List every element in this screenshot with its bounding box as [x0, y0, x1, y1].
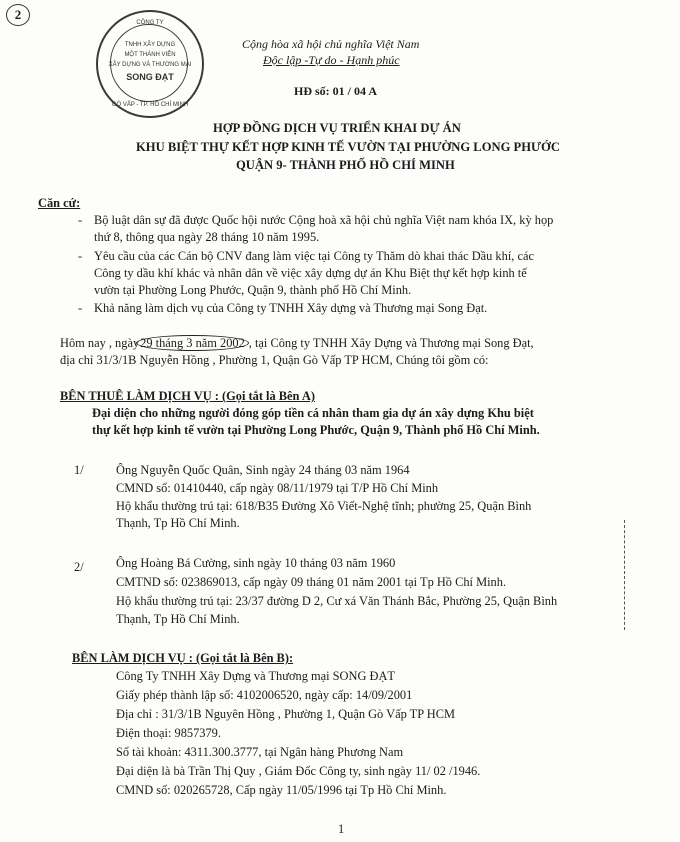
nation-name: Cộng hòa xã hội chủ nghĩa Việt Nam — [242, 37, 420, 51]
seal-text: TNHH XÂY DỰNG — [124, 42, 176, 48]
party-b-line: Giấy phép thành lập số: 4102006520, ngày cấp: 14/09/2001 — [116, 688, 413, 702]
person-line: CMND số: 01410440, cấp ngày 08/11/1979 tại T/P Hồ Chí Minh — [116, 481, 439, 495]
party-a-heading: BÊN THUÊ LÀM DỊCH VỤ : (Gọi tắt là Bên A) — [60, 389, 315, 403]
person-line: Ông Hoàng Bá Cường, sinh ngày 10 tháng 03 năm 1960 — [116, 556, 396, 570]
party-a-representative: thự kết hợp kinh tế vườn tại Phường Long Phước, Quận 9, Thành phố Hồ Chí Minh. — [92, 423, 540, 437]
party-a-representative: Đại diện cho những người đóng góp tiền cá nhân tham gia dự án xây dựng Khu biệt — [92, 406, 534, 420]
seal-text: XÂY DỰNG VÀ THƯƠNG MẠI — [108, 62, 192, 68]
party-b-line: Điện thoại: 9857379. — [116, 726, 221, 740]
basis-text: Bộ luật dân sự đã được Quốc hội nước Cộng hoà xã hội chủ nghĩa Việt nam khóa IX, kỳ họp — [94, 213, 554, 227]
margin-pen-mark — [624, 520, 633, 630]
contract-title: KHU BIỆT THỰ KẾT HỢP KINH TẾ VƯỜN TẠI PHƯỜNG LONG PHƯỚC — [136, 140, 560, 154]
party-b-line: Địa chỉ : 31/3/1B Nguyên Hồng , Phường 1, Quận Gò Vấp TP HCM — [116, 707, 455, 721]
contract-title: QUẬN 9- THÀNH PHỐ HỒ CHÍ MINH — [236, 158, 455, 172]
basis-text: Công ty dầu khí khác và nhân dân về việc xây dựng dự án Khu Biệt thự kết hợp kinh tế — [94, 266, 527, 280]
basis-bullet: - — [78, 249, 83, 263]
intro-line — [60, 336, 534, 351]
page-corner-mark: 2 — [6, 4, 30, 26]
contract-date: 29 tháng 3 năm 2002 — [136, 335, 249, 351]
person-line: Ông Nguyễn Quốc Quân, Sinh ngày 24 tháng 03 năm 1964 — [116, 463, 410, 477]
contract-number: HĐ số: 01 / 04 A — [294, 84, 378, 98]
party-b-line: Số tài khoản: 4311.300.3777, tại Ngân hàng Phương Nam — [116, 745, 404, 759]
company-seal — [96, 10, 204, 118]
page-number: 1 — [338, 822, 345, 836]
intro-address: địa chỉ 31/3/1B Nguyễn Hồng , Phường 1, Quận Gò Vấp TP HCM, Chúng tôi gồm có: — [60, 353, 489, 367]
person-line: Hộ khẩu thường trú tại: 23/37 đường D 2, Cư xá Văn Thánh Bắc, Phường 25, Quận Bình — [116, 594, 558, 608]
person-line: Thạnh, Tp Hồ Chí Minh. — [116, 516, 240, 530]
person-number: 2/ — [74, 560, 84, 574]
basis-bullet: - — [78, 301, 83, 315]
party-b-line: Đại diện là bà Trần Thị Quy , Giám Đốc Công ty, sinh ngày 11/ 02 /1946. — [116, 764, 481, 778]
seal-text: GÒ VẤP - TP. HỒ CHÍ MINH — [111, 102, 189, 108]
national-motto: Độc lập -Tự do - Hạnh phúc — [263, 53, 400, 67]
basis-text: Yêu cầu của các Cán bộ CNV đang làm việc tại Công ty Thăm dò khai thác Dầu khí, các — [94, 249, 534, 263]
party-b-heading: BÊN LÀM DỊCH VỤ : (Gọi tắt là Bên B): — [72, 651, 294, 665]
basis-text: vườn tại Phường Long Phước, Quận 9, thành phố Hồ Chí Minh. — [94, 283, 412, 297]
person-line: CMTND số: 023869013, cấp ngày 09 tháng 01 năm 2001 tại Tp Hồ Chí Minh. — [116, 575, 507, 589]
seal-text: SONG ĐẠT — [126, 72, 174, 82]
basis-heading: Căn cứ: — [38, 196, 81, 210]
seal-text: MỘT THÀNH VIÊN — [124, 52, 176, 58]
person-line: Thạnh, Tp Hồ Chí Minh. — [116, 612, 240, 626]
contract-title: HỢP ĐỒNG DỊCH VỤ TRIỂN KHAI DỰ ÁN — [213, 121, 461, 135]
seal-text: CÔNG TY — [136, 20, 164, 26]
basis-bullet: - — [78, 213, 83, 227]
intro-suffix: , tại Công ty TNHH Xây Dựng và Thương mại Song Đạt, — [248, 336, 534, 350]
person-number: 1/ — [74, 463, 84, 477]
basis-text: Khả năng làm dịch vụ của Công ty TNHH Xây dựng và Thương mại Song Đạt. — [94, 301, 488, 315]
party-b-line: CMND số: 020265728, Cấp ngày 11/05/1996 tại Tp Hồ Chí Minh. — [116, 783, 447, 797]
intro-prefix: Hôm nay , ngày — [60, 336, 140, 350]
basis-text: thứ 8, thông qua ngày 28 tháng 10 năm 1995. — [94, 230, 320, 244]
person-line: Hộ khẩu thường trú tại: 618/B35 Đường Xô Viết-Nghệ tĩnh; phường 25, Quận Bình — [116, 499, 532, 513]
party-b-line: Công Ty TNHH Xây Dựng và Thương mại SONG ĐẠT — [116, 669, 395, 683]
